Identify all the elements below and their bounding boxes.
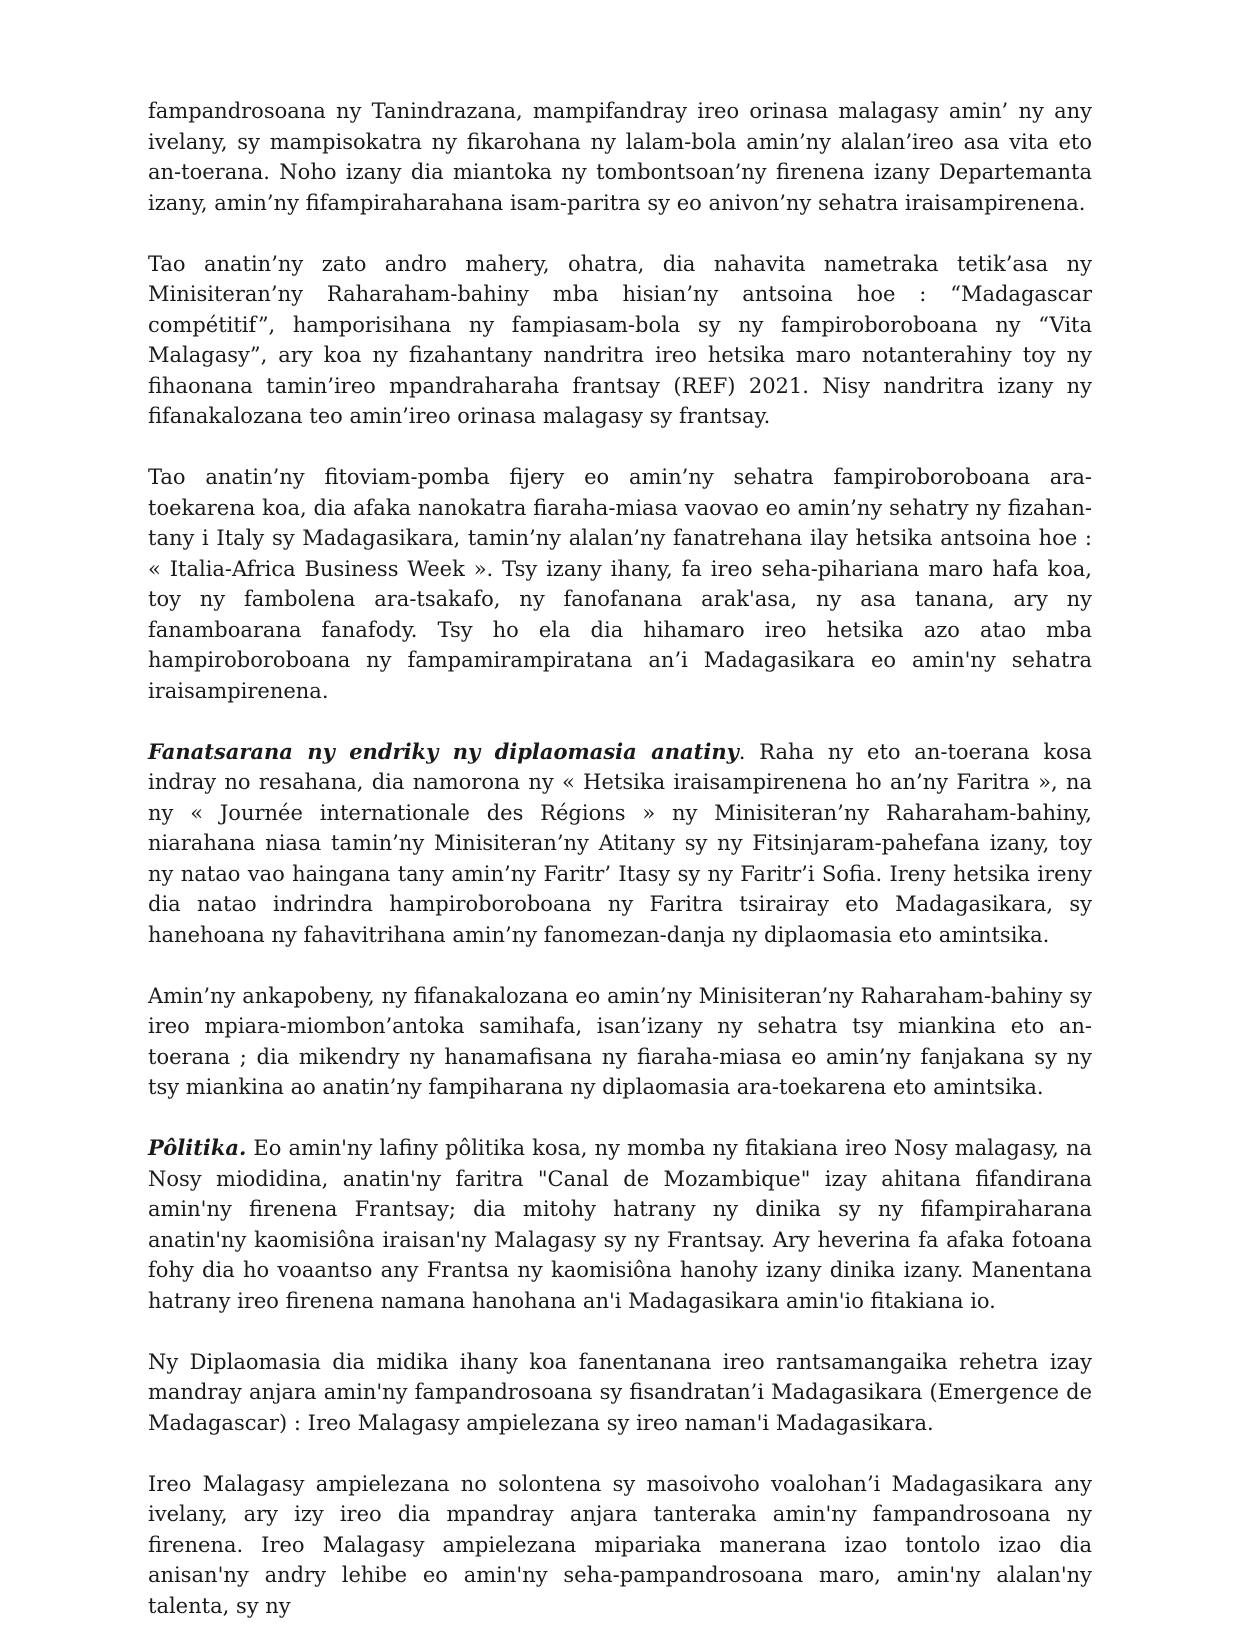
paragraph-text: Ireo Malagasy ampielezana no solontena sy masoivoho voalohan’i Madagasikara any ivelany, ary izy ireo dia mpandray anjara tanteraka amin'ny fampandrosoana ny firenena. Ireo Malagasy ampielezana mipariaka manerana izao tontolo izao dia anisan'ny andry lehibe eo amin'ny seha-pampandrosoana maro, amin'ny alalan'ny talenta, sy ny <box>148 1471 1092 1618</box>
section-label-internal-diplomacy: Fanatsarana ny endriky ny diplaomasia anatiny <box>148 738 739 764</box>
paragraph-text: Amin’ny ankapobeny, ny fifanakalozana eo amin’ny Minisiteran’ny Raharaham-bahiny sy ireo mpiara-miombon’antoka samihafa, isan’izany ny sehatra tsy miankina eto an-toerana ; dia mikendry ny hanamafisana ny fiaraha-miasa eo amin’ny fanjakana sy ny tsy miankina ao anatin’ny fampiharana ny diplaomasia ara-toekarena eto amintsika. <box>148 983 1092 1099</box>
paragraph-diplomacy-mobilization <box>148 1347 1092 1439</box>
paragraph-text: Ny Diplaomasia dia midika ihany koa fanentanana ireo rantsamangaika rehetra izay mandray anjara amin'ny fampandrosoana sy fisandratan’i Madagasikara (Emergence de Madagascar) : Ireo Malagasy ampielezana sy ireo naman'i Madagasikara. <box>148 1349 1092 1435</box>
paragraph-hundred-days <box>148 249 1092 432</box>
section-label-politics: Pôlitika. <box>148 1135 247 1160</box>
paragraph-text: fampandrosoana ny Tanindrazana, mampifandray ireo orinasa malagasy amin’ ny any ivelany, sy mampisokatra ny fikarohana ny lalam-bola amin’ny alalan’ireo asa vita eto an-toerana. Noho izany dia miantoka ny tombontsoan’ny firenena izany Departemanta izany, amin’ny fifampiraharahana isam-paritra sy eo anivon’ny sehatra iraisampirenena. <box>148 99 1092 215</box>
document-page <box>148 96 1092 1652</box>
paragraph-internal-diplomacy <box>148 737 1092 951</box>
paragraph-text: Eo amin'ny lafiny pôlitika kosa, ny momba ny fitakiana ireo Nosy malagasy, na Nosy miodidina, anatin'ny faritra "Canal de Mozambique" izay ahitana fifandirana amin'ny firenena Frantsay; dia mitohy hatrany ny dinika sy ny fifampiraharana anatin'ny kaomisiôna iraisan'ny Malagasy sy ny Frantsay. Ary heverina fa afaka fotoana fohy dia ho voaantso any Frantsa ny kaomisiôna hanohy izany dinika izany. Manentana hatrany ireo firenena namana hanohana an'i Madagasikara amin'io fitakiana io. <box>148 1136 1092 1313</box>
paragraph-economic-development <box>148 96 1092 218</box>
paragraph-economic-promotion <box>148 462 1092 706</box>
paragraph-text: Tao anatin’ny zato andro mahery, ohatra, dia nahavita nametraka tetik’asa ny Minisiteran’ny Raharaham-bahiny mba hisian’ny antsoina hoe : “Madagascar compétitif”, hamporisihana ny fampiasam-bola sy ny fampiroboroboana ny “Vita Malagasy”, ary koa ny fizahantany nandritra ireo hetsika maro notanterahiny toy ny fihaonana tamin’ireo mpandraharaha frantsay (REF) 2021. Nisy nandritra izany ny fifanakalozana teo amin’ireo orinasa malagasy sy frantsay. <box>148 251 1092 428</box>
paragraph-text: . Raha ny eto an-toerana kosa indray no resahana, dia namorona ny « Hetsika iraisampirenena ho an’ny Faritra », na ny « Journée internationale des Régions » ny Minisiteran’ny Raharaham-bahiny, niarahana niasa tamin’ny Minisiteran’ny Atitany sy ny Fitsinjaram-pahefana izany, toy ny natao vao haingana tany amin’ny Faritr’ Itasy sy ny Faritr’i Sofia. Ireny hetsika ireny dia natao indrindra hampiroboroboana ny Faritra tsirairay eto Madagasikara, sy hanehoana ny fahavitrihana amin’ny fanomezan-danja ny diplaomasia eto amintsika. <box>148 739 1092 947</box>
paragraph-text: Tao anatin’ny fitoviam-pomba fijery eo amin’ny sehatra fampiroboroboana ara-toekarena koa, dia afaka nanokatra fiaraha-miasa vaovao eo amin’ny sehatry ny fizahan-tany i Italy sy Madagasikara, tamin’ny alalan’ny fanatrehana ilay hetsika antsoina hoe : « Italia-Africa Business Week ». Tsy izany ihany, fa ireo seha-pihariana maro hafa koa, toy ny fambolena ara-tsakafo, ny fanofanana arak'asa, ny asa tanana, ary ny fanamboarana fanafody. Tsy ho ela dia hihamaro ireo hetsika azo atao mba hampiroboroboana ny fampamirampiratana an’i Madagasikara eo amin'ny sehatra iraisampirenena. <box>148 465 1092 703</box>
paragraph-politics <box>148 1133 1092 1316</box>
paragraph-diaspora <box>148 1469 1092 1622</box>
paragraph-exchanges <box>148 981 1092 1103</box>
